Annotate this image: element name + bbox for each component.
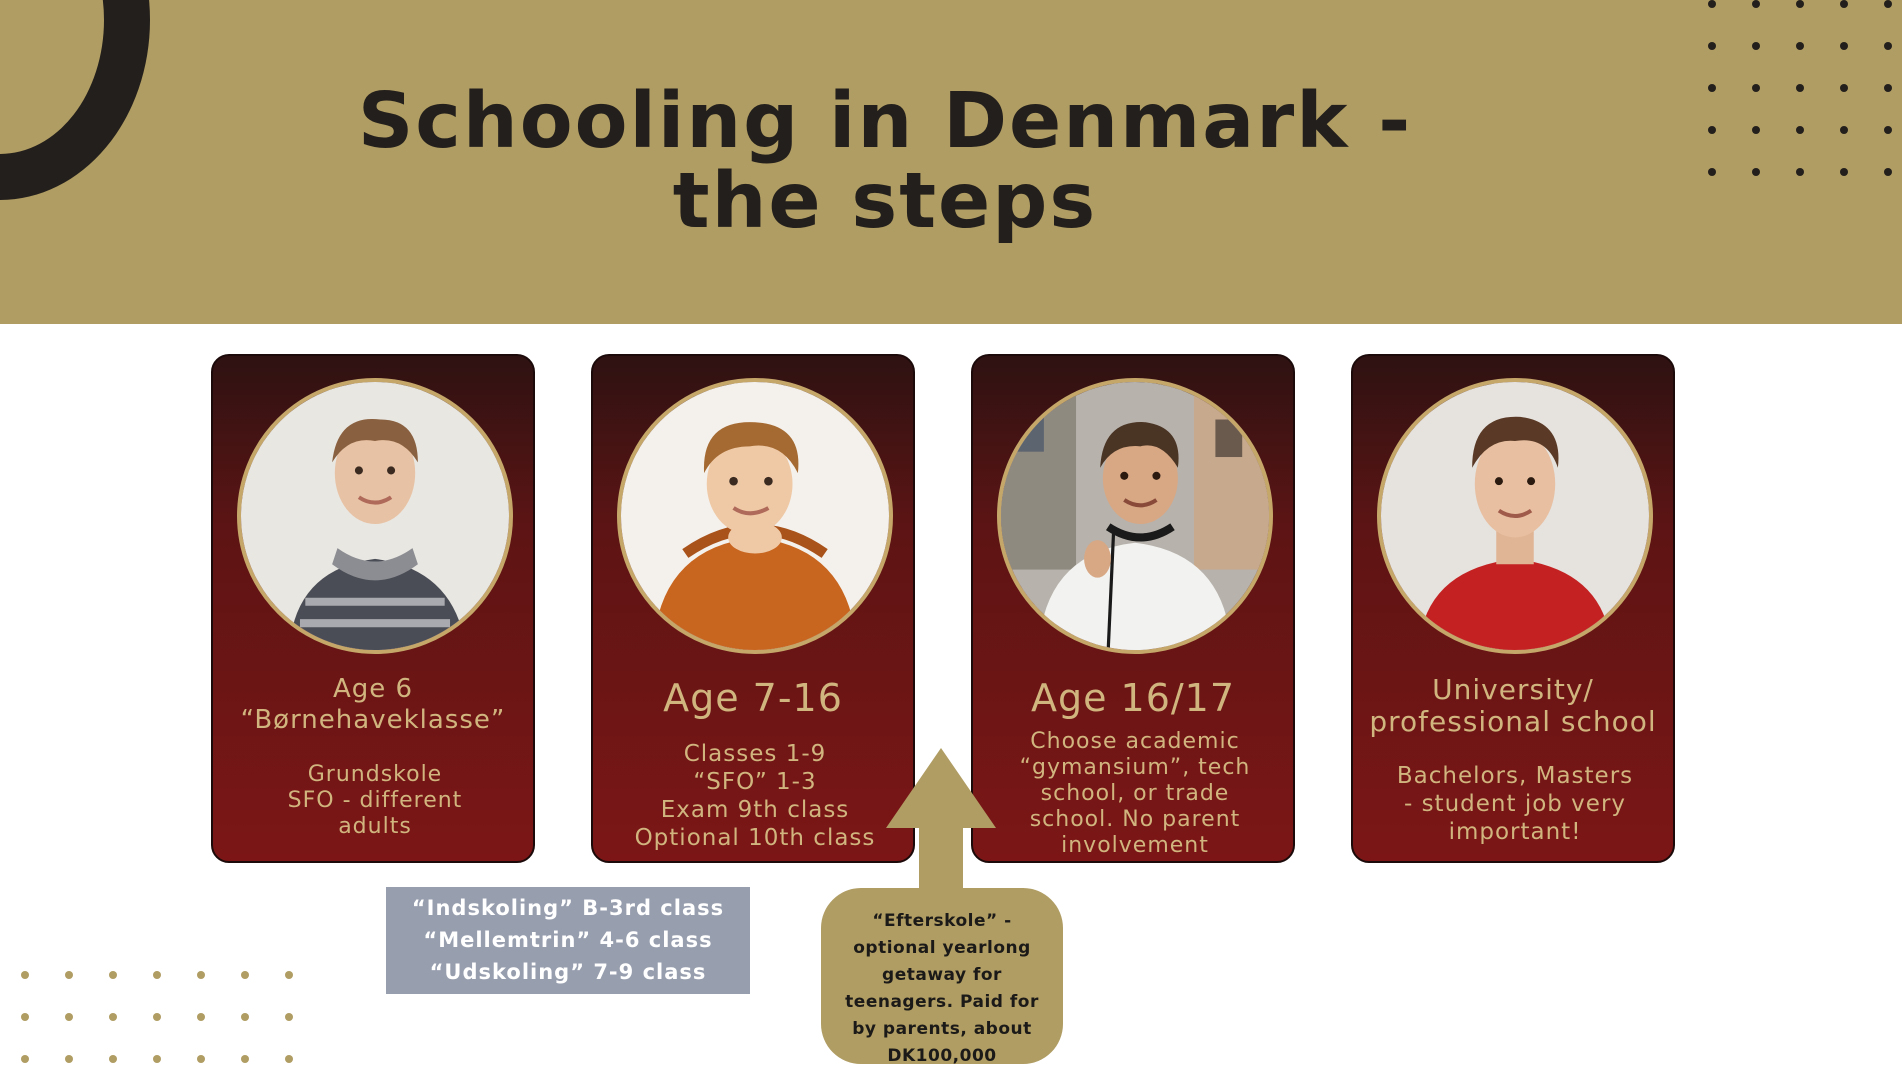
title-line-2: the steps [672, 157, 1098, 246]
card-body-line: Grundskole [307, 762, 443, 787]
card-heading-line: professional school [1369, 705, 1657, 738]
card-body-line: “gymansium”, tech [1019, 755, 1251, 780]
decorative-dot [1752, 42, 1760, 50]
card-heading-line: “Børnehaveklasse” [240, 705, 506, 735]
title-line-1: Schooling in Denmark - [357, 77, 1413, 166]
slide-title [300, 77, 1470, 246]
decorative-dot [241, 1055, 249, 1063]
decorative-dot [1708, 84, 1716, 92]
card-body-line: important! [1448, 819, 1582, 845]
young-man-portrait-icon [1377, 378, 1653, 654]
decorative-dot [197, 1055, 205, 1063]
decorative-dot [285, 971, 293, 979]
decorative-dots-bottom [21, 971, 293, 1063]
card-body-line: adults [338, 814, 412, 839]
card-heading-line: Age 6 [332, 674, 414, 704]
efterskole-note: “Efterskole” - optional yearlong getaway for teenagers. Paid for by parents, about DK100,000 [821, 888, 1063, 1064]
decorative-dot [1796, 84, 1804, 92]
card-body-line: Classes 1-9 [683, 741, 827, 767]
decorative-dot [1884, 42, 1892, 50]
card-heading: Age 7-16 [663, 676, 843, 720]
decorative-dot [285, 1055, 293, 1063]
young-child-portrait-icon [237, 378, 513, 654]
boy-portrait-icon [617, 378, 893, 654]
decorative-dot [153, 1013, 161, 1021]
decorative-dot [197, 1013, 205, 1021]
step-card-age-16-17 [971, 354, 1295, 863]
card-body [603, 740, 907, 852]
decorative-dot [1708, 42, 1716, 50]
decorative-dot [1840, 0, 1848, 8]
stage-line: “Mellemtrin” 4-6 class [423, 928, 713, 952]
header-banner [0, 0, 1902, 324]
decorative-dot [1708, 0, 1716, 8]
decorative-dot [1884, 84, 1892, 92]
decorative-dot [21, 1013, 29, 1021]
decorative-dot [1884, 168, 1892, 176]
decorative-dot [1752, 168, 1760, 176]
decorative-dot [1796, 168, 1804, 176]
card-body-line: Bachelors, Masters [1396, 763, 1634, 789]
decorative-arc [0, 0, 150, 200]
decorative-dots-top [1708, 0, 1892, 176]
decorative-dot [241, 971, 249, 979]
step-card-university [1351, 354, 1675, 863]
card-heading: Age 16/17 [1030, 676, 1236, 720]
decorative-dot [1840, 84, 1848, 92]
decorative-dot [21, 971, 29, 979]
decorative-dot [65, 971, 73, 979]
decorative-dot [1840, 42, 1848, 50]
card-heading-line: University/ [1432, 673, 1594, 706]
decorative-dot [1840, 168, 1848, 176]
stage-line: “Indskoling” B-3rd class [411, 896, 725, 920]
card-body [983, 729, 1287, 859]
card-body [1363, 762, 1667, 846]
card-heading [1353, 674, 1673, 738]
card-body-line: involvement [1061, 833, 1209, 858]
teenager-portrait-icon [997, 378, 1273, 654]
decorative-dot [1752, 0, 1760, 8]
decorative-dot [1796, 0, 1804, 8]
decorative-dot [1752, 126, 1760, 134]
decorative-dot [285, 1013, 293, 1021]
decorative-dot [21, 1055, 29, 1063]
card-heading [213, 674, 533, 736]
decorative-dot [1840, 126, 1848, 134]
school-stages-box [386, 887, 750, 994]
card-body-line: SFO - different [287, 788, 463, 813]
card-body-line: - student job very [1403, 791, 1627, 817]
decorative-dot [1708, 126, 1716, 134]
card-body-line: Optional 10th class [634, 825, 876, 851]
card-body [223, 762, 527, 840]
decorative-dot [197, 971, 205, 979]
decorative-dot [65, 1013, 73, 1021]
step-card-age-6 [211, 354, 535, 863]
arrow-up-icon [886, 748, 996, 893]
decorative-dot [1796, 126, 1804, 134]
decorative-dot [1752, 84, 1760, 92]
step-card-age-7-16 [591, 354, 915, 863]
decorative-dot [109, 971, 117, 979]
card-body-line: Choose academic [1030, 729, 1240, 754]
decorative-dot [153, 971, 161, 979]
decorative-dot [109, 1055, 117, 1063]
card-body-line: Exam 9th class [660, 797, 850, 823]
decorative-dot [1796, 42, 1804, 50]
decorative-dot [109, 1013, 117, 1021]
card-body-line: school, or trade [1040, 781, 1230, 806]
decorative-dot [65, 1055, 73, 1063]
card-body-line: “SFO” 1-3 [693, 769, 817, 795]
decorative-dot [1884, 126, 1892, 134]
card-body-line: school. No parent [1029, 807, 1241, 832]
decorative-dot [241, 1013, 249, 1021]
decorative-dot [1708, 168, 1716, 176]
decorative-dot [1884, 0, 1892, 8]
decorative-dot [153, 1055, 161, 1063]
stage-line: “Udskoling” 7-9 class [429, 960, 707, 984]
